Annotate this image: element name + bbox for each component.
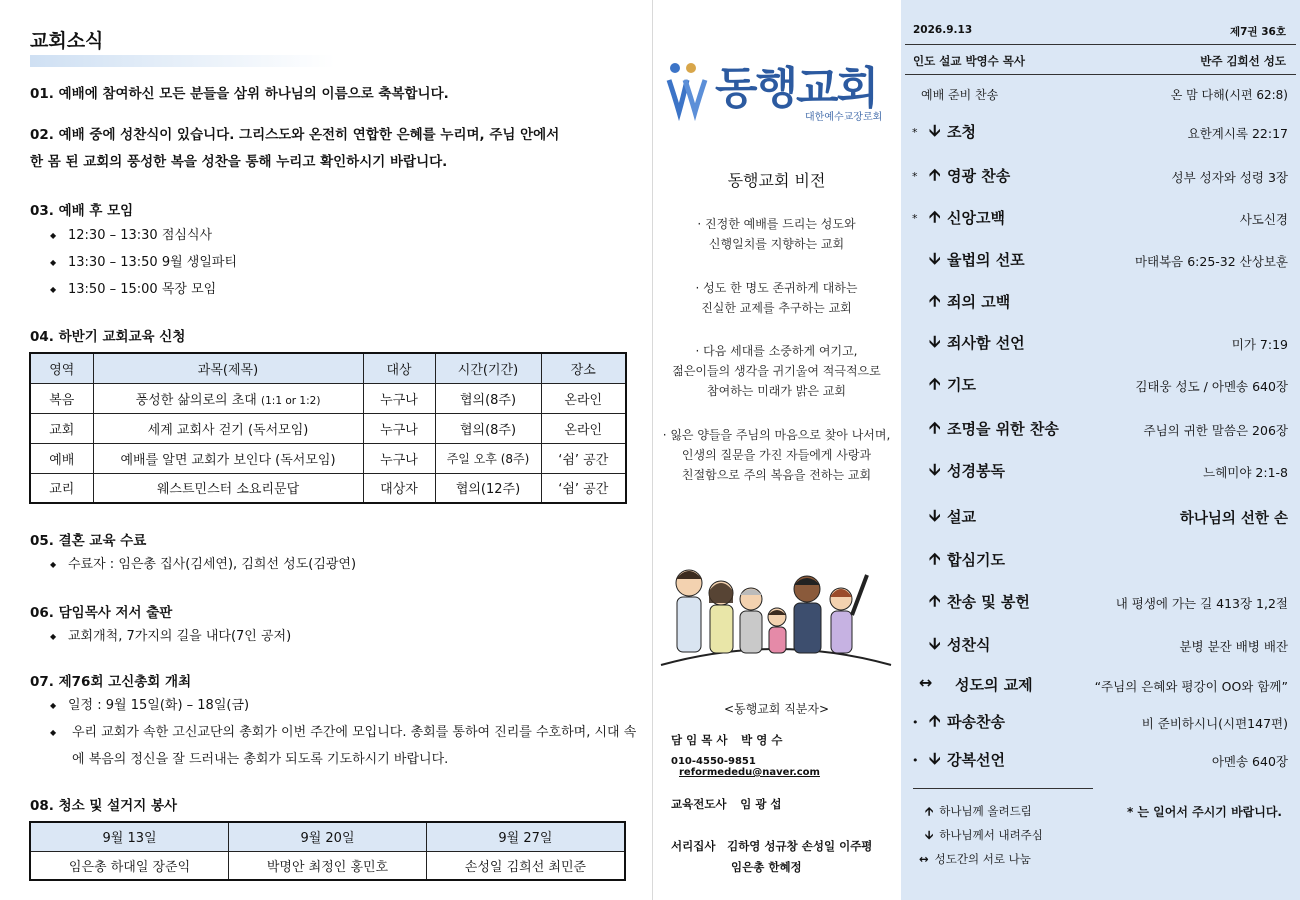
order-item-detail: 마태복음 6:25-32 산상보훈	[1134, 254, 1288, 269]
education-table	[29, 352, 627, 504]
pastor-phone: 010-4550-9851	[671, 756, 756, 767]
cell-place: ‘쉼’ 공간	[541, 443, 626, 473]
vision-2: · 성도 한 명도 존귀하게 대하는 진실한 교제를 추구하는 교회	[695, 281, 858, 315]
cell-volunteers: 박명안 최정인 홍민호	[229, 851, 427, 880]
order-item	[901, 590, 1300, 620]
order-item	[901, 459, 1300, 489]
header-target: 대상	[363, 353, 435, 383]
order-item-name: 죄사함 선언	[947, 334, 1025, 352]
bullet-icon: ◆	[50, 285, 57, 294]
order-item	[901, 120, 1300, 150]
bullet-icon: ◆	[50, 632, 57, 641]
order-item-name: 성찬식	[947, 636, 991, 654]
order-item-detail: 아멘송 640장	[1211, 754, 1288, 769]
order-item-name: 성경봉독	[947, 462, 1005, 480]
news-item-2-line-2: 한 몸 된 교회의 풍성한 복을 성찬을 통해 누리고 확인하시기 바랍니다.	[30, 154, 448, 170]
pastor-line	[671, 732, 782, 748]
worship-leader: 인도 설교 박영수 목사	[913, 54, 1025, 68]
bullet-icon: ◆	[50, 701, 57, 710]
arrow-down-icon: 🡫	[929, 634, 941, 653]
order-item	[901, 373, 1300, 403]
arrow-down-icon: 🡫	[929, 249, 941, 268]
deacon-line	[671, 838, 872, 854]
table-row	[30, 383, 626, 413]
title-underline	[30, 55, 335, 67]
order-item-name: 조명을 위한 찬송	[947, 420, 1059, 438]
news-item-4-heading: 04. 하반기 교회교육 신청	[30, 329, 186, 345]
list-item: ◆ 교회개척, 7가지의 길을 내다(7인 공저)	[50, 623, 291, 650]
deacon-label: 서리집사	[671, 839, 716, 853]
header-date: 9월 13일	[30, 822, 229, 851]
staff-title: <동행교회 직분자>	[723, 702, 830, 716]
cell-volunteers: 손성일 김희선 최민준	[426, 851, 625, 880]
order-item-detail: 내 평생에 가는 길 413장 1,2절	[1115, 596, 1288, 611]
order-item	[901, 548, 1300, 578]
standing-marker: •	[912, 716, 919, 729]
arrow-up-icon: 🡩	[929, 591, 941, 610]
edu-label: 교육전도사	[671, 797, 727, 811]
header-area: 영역	[30, 353, 93, 383]
list-item: ◆ 13:30 – 13:50 9월 생일파티	[50, 249, 237, 276]
list-item: ◆ 우리 교회가 속한 고신교단의 총회가 이번 주간에 모입니다. 총회를 통하여 진리를 수호하며, 시대 속에 복음의 정신을 잘 드러내는 총회가 되도록 기도하시기 바랍니다.	[50, 719, 640, 773]
arrow-both-icon: ↔	[919, 673, 933, 692]
table-row	[30, 443, 626, 473]
order-item-name: 영광 찬송	[947, 167, 1011, 185]
list-item: ◆ 일정 : 9월 15일(화) – 18일(금)	[50, 692, 249, 719]
standing-marker: *	[912, 126, 918, 139]
order-item-name: 조청	[947, 123, 976, 141]
order-item-name: 죄의 고백	[947, 293, 1011, 311]
order-item	[901, 417, 1300, 447]
cell-place: 온라인	[541, 383, 626, 413]
order-item-name: 합심기도	[947, 551, 1005, 569]
pre-worship-label: 예배 준비 찬송	[921, 88, 999, 102]
order-item-detail: “주님의 은혜와 평강이 OO와 함께”	[1094, 679, 1288, 694]
header-subject: 과목(제목)	[93, 353, 363, 383]
order-item	[901, 290, 1300, 320]
table-row	[30, 473, 626, 503]
cell-target: 누구나	[363, 413, 435, 443]
order-item-detail: 미가 7:19	[1231, 337, 1288, 352]
news-title: 교회소식	[30, 30, 104, 52]
vision-4: · 잃은 양들을 주님의 마음으로 찾아 나서며, 인생의 질문을 가진 자들에게 사랑과 친절함으로 주의 복음을 전하는 교회	[662, 428, 891, 482]
cell-area: 교회	[30, 413, 93, 443]
cell-time: 협의(8주)	[435, 383, 541, 413]
logo-name: 동행교회	[715, 63, 878, 114]
arrow-up-icon: 🡩	[929, 418, 941, 437]
vision-3: · 다음 세대를 소중하게 여기고, 젊은이들의 생각을 귀기울여 적극적으로 참여하는 미래가 밝은 교회	[672, 344, 881, 398]
cleaning-table	[29, 821, 626, 881]
list-item: ◆ 12:30 – 13:30 점심식사	[50, 222, 212, 249]
deacon-names: 임은총 한혜정	[731, 860, 802, 874]
arrow-up-icon: 🡩	[929, 165, 941, 184]
arrow-down-icon: 🡫	[929, 460, 941, 479]
church-info-section	[653, 0, 900, 900]
deacon-line-2	[731, 859, 802, 875]
header-place: 장소	[541, 353, 626, 383]
news-item-5-heading: 05. 결혼 교육 수료	[30, 533, 147, 549]
table-row	[30, 851, 625, 880]
news-item-7-heading: 07. 제76회 고신총회 개최	[30, 674, 192, 690]
news-item-6-heading: 06. 담임목사 저서 출판	[30, 605, 173, 621]
arrow-up-icon: 🡩	[929, 291, 941, 310]
accompanist: 반주 김희선 성도	[1200, 54, 1286, 68]
cell-area: 예배	[30, 443, 93, 473]
order-item	[901, 206, 1300, 236]
cell-area: 복음	[30, 383, 93, 413]
cell-time: 협의(8주)	[435, 413, 541, 443]
cell-volunteers: 임은총 하대일 장준익	[30, 851, 229, 880]
worship-order-section	[901, 0, 1300, 900]
order-item	[901, 505, 1300, 535]
divider-line	[905, 74, 1296, 75]
cell-time: 주일 오후 (8주)	[435, 443, 541, 473]
order-item-detail: 김태웅 성도 / 아멘송 640장	[1135, 379, 1288, 394]
bulletin-date: 2026.9.13	[913, 24, 973, 36]
legend-up: 🡩 하나님께 올려드림	[925, 804, 1032, 818]
order-item-detail: 하나님의 선한 손	[1179, 511, 1288, 527]
news-item-3-heading: 03. 예배 후 모임	[30, 203, 134, 219]
arrow-up-icon: 🡩	[929, 207, 941, 226]
list-item: ◆ 13:50 – 15:00 목장 모임	[50, 276, 216, 303]
arrow-down-icon: 🡫	[929, 121, 941, 140]
legend-both: ↔ 성도간의 서로 나눔	[919, 852, 1031, 866]
pastor-name: 박 영 수	[741, 733, 783, 747]
arrow-down-icon: 🡫	[929, 332, 941, 351]
bullet-icon: ◆	[50, 560, 57, 569]
arrow-up-icon: 🡩	[929, 711, 941, 730]
church-logo	[665, 50, 895, 130]
header-time: 시간(기간)	[435, 353, 541, 383]
order-item-name: 신앙고백	[947, 209, 1005, 227]
order-item-detail: 요한계시록 22:17	[1187, 126, 1288, 141]
standing-marker: *	[912, 212, 918, 225]
order-item-name: 설교	[947, 508, 976, 526]
bullet-icon: ◆	[50, 231, 57, 240]
order-item-detail: 비 준비하시니(시편147편)	[1141, 716, 1288, 731]
standing-marker: •	[912, 754, 919, 767]
cell-target: 누구나	[363, 383, 435, 413]
cell-place: ‘쉼’ 공간	[541, 473, 626, 503]
legend-down: 🡫 하나님께서 내려주심	[925, 828, 1043, 842]
pre-worship-song: 온 맘 다해(시편 62:8)	[1170, 88, 1288, 102]
arrow-down-icon: 🡫	[925, 828, 934, 842]
order-item-name: 율법의 선포	[947, 251, 1025, 269]
order-item	[901, 248, 1300, 278]
cell-area: 교리	[30, 473, 93, 503]
family-illustration	[659, 555, 894, 670]
cell-place: 온라인	[541, 413, 626, 443]
order-item-detail: 느헤미야 2:1-8	[1203, 465, 1288, 480]
order-item-name: 강복선언	[947, 751, 1005, 769]
news-item-8-heading: 08. 청소 및 설거지 봉사	[30, 798, 178, 814]
cell-subject: 세계 교회사 걷기 (독서모임)	[93, 413, 363, 443]
cell-subject: 풍성한 삶의로의 초대 (1:1 or 1:2)	[93, 383, 363, 413]
order-item-detail: 분병 분잔 배병 배잔	[1179, 639, 1288, 654]
order-item	[901, 673, 1300, 703]
arrow-down-icon: 🡫	[929, 506, 941, 525]
order-item-name: 찬송 및 봉헌	[947, 593, 1030, 611]
order-item	[901, 633, 1300, 663]
pastor-email-link[interactable]: reformededu@naver.com	[679, 767, 820, 778]
vision-1: · 진정한 예배를 드리는 성도와 신행일치를 지향하는 교회	[697, 217, 856, 251]
bulletin-volume: 제7권 36호	[1229, 26, 1286, 38]
pastor-contact	[671, 756, 900, 778]
arrow-down-icon: 🡫	[929, 749, 941, 768]
order-item-name: 기도	[947, 376, 976, 394]
table-row	[30, 413, 626, 443]
order-item-detail: 주님의 귀한 말씀은 206장	[1143, 423, 1288, 438]
legend-divider	[913, 788, 1093, 789]
bullet-icon: ◆	[50, 728, 57, 737]
arrow-up-icon: 🡩	[925, 804, 934, 818]
order-item	[901, 331, 1300, 361]
arrow-up-icon: 🡩	[929, 374, 941, 393]
cell-subject: 웨스트민스터 소요리문답	[93, 473, 363, 503]
pastor-label: 담 임 목 사	[671, 733, 728, 747]
arrow-up-icon: 🡩	[929, 549, 941, 568]
order-item	[901, 164, 1300, 194]
list-item: ◆ 수료자 : 임은총 집사(김세연), 김희선 성도(김광연)	[50, 551, 356, 578]
cell-target: 누구나	[363, 443, 435, 473]
cell-subject: 예배를 알면 교회가 보인다 (독서모임)	[93, 443, 363, 473]
people-logo-icon	[665, 58, 713, 128]
divider-line	[905, 44, 1296, 45]
news-item-2-line-1: 02. 예배 중에 성찬식이 있습니다. 그리스도와 온전히 연합한 은혜를 누리며, 주님 안에서	[30, 127, 560, 143]
table-header-row	[30, 822, 625, 851]
cell-time: 협의(12주)	[435, 473, 541, 503]
standing-note: * 는 일어서 주시기 바랍니다.	[1126, 805, 1282, 819]
edu-pastor-line	[671, 796, 782, 812]
deacon-names: 김하영 성규창 손성일 이주평	[727, 839, 873, 853]
standing-marker: *	[912, 170, 918, 183]
cell-target: 대상자	[363, 473, 435, 503]
order-item	[901, 748, 1300, 778]
order-item-detail: 사도신경	[1239, 212, 1288, 227]
table-header-row	[30, 353, 626, 383]
order-item-name: 성도의 교제	[955, 676, 1033, 694]
edu-name: 임 광 섭	[740, 797, 782, 811]
order-item-detail: 성부 성자와 성령 3장	[1171, 170, 1288, 185]
header-date: 9월 20일	[229, 822, 427, 851]
order-item	[901, 710, 1300, 740]
news-item-1: 01. 예배에 참여하신 모든 분들을 삼위 하나님의 이름으로 축복합니다.	[30, 86, 449, 102]
arrow-both-icon: ↔	[919, 852, 929, 866]
order-item-name: 파송찬송	[947, 713, 1005, 731]
logo-subtitle: 대한예수교장로회	[805, 112, 883, 123]
header-date: 9월 27일	[426, 822, 625, 851]
vision-title: 동행교회 비전	[727, 171, 826, 190]
bullet-icon: ◆	[50, 258, 57, 267]
